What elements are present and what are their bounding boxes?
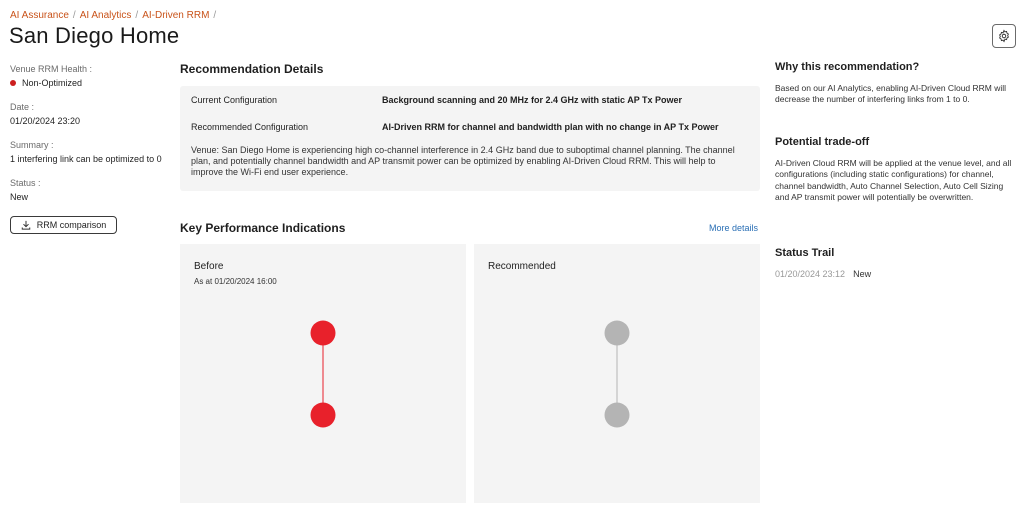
gear-icon [997, 29, 1011, 43]
recommended-graph [474, 244, 760, 503]
tradeoff-text: AI-Driven Cloud RRM will be applied at the venue level, and all configurations (including static configurations) for channel, channel bandwidth, Auto Channel Selection, Auto Cell Sizing and AP transmit power will potentially be overwritten. [775, 157, 1012, 202]
why-title: Why this recommendation? [775, 61, 920, 73]
tradeoff-section [775, 137, 1017, 204]
summary-panel [10, 64, 170, 234]
breadcrumb [10, 10, 216, 21]
kpi-recommended-panel [474, 244, 760, 503]
breadcrumb-ai-assurance[interactable]: AI Assurance [10, 10, 69, 21]
recommended-ap-node[interactable] [605, 403, 630, 428]
before-subtitle: As at 01/20/2024 16:00 [194, 277, 277, 286]
status-value: New [10, 192, 29, 202]
current-config-label: Current Configuration [191, 95, 278, 105]
before-title: Before [194, 261, 224, 272]
recommended-ap-node[interactable] [605, 321, 630, 346]
venue-description: Venue: San Diego Home is experiencing high co-channel interference in 2.4 GHz band due to suboptimal channel planning. The channel plan, and potentially channel bandwidth and AP transmit power can be optimized by enabling AI-Driven Cloud RRM. This will help to improve the Wi-Fi end user experience. [191, 145, 735, 177]
recommended-title: Recommended [488, 261, 556, 272]
health-label: Venue RRM Health : [10, 64, 93, 74]
status-trail-date: 01/20/2024 23:12 [775, 268, 846, 279]
breadcrumb-ai-analytics[interactable]: AI Analytics [79, 10, 132, 21]
kpi-before-panel [180, 244, 466, 503]
page-title: San Diego Home [9, 23, 180, 48]
download-icon [21, 220, 31, 230]
breadcrumb-separator: / [72, 10, 76, 21]
kpi-title: Key Performance Indications [180, 221, 346, 235]
status-trail-entry [775, 269, 1017, 281]
settings-button[interactable] [992, 24, 1016, 48]
recommendation-details-box [180, 86, 760, 191]
current-config-value: Background scanning and 20 MHz for 2.4 GHz with static AP Tx Power [382, 95, 683, 105]
breadcrumb-separator: / [213, 10, 217, 21]
breadcrumb-ai-driven-rrm[interactable]: AI-Driven RRM [142, 10, 210, 21]
rrm-comparison-label: RRM comparison [36, 220, 107, 230]
status-dot-icon [10, 80, 16, 86]
date-value: 01/20/2024 23:20 [10, 116, 81, 126]
why-text: Based on our AI Analytics, enabling AI-Driven Cloud RRM will decrease the number of interfering links from 1 to 0. [775, 82, 1007, 104]
before-ap-node[interactable] [311, 403, 336, 428]
status-trail-section [775, 248, 1017, 280]
status-trail-title: Status Trail [775, 247, 835, 259]
recommendation-title: Recommendation Details [180, 62, 324, 76]
status-label: Status : [10, 178, 41, 188]
summary-value: 1 interfering link can be optimized to 0 [10, 154, 162, 164]
tradeoff-title: Potential trade-off [775, 136, 870, 148]
date-label: Date : [10, 102, 35, 112]
status-trail-status: New [853, 268, 872, 279]
health-value: Non-Optimized [22, 78, 83, 88]
rrm-comparison-button[interactable] [10, 216, 117, 234]
more-details-link[interactable]: More details [709, 223, 759, 233]
why-section [775, 62, 1017, 106]
recommended-config-label: Recommended Configuration [191, 122, 309, 132]
before-ap-node[interactable] [311, 321, 336, 346]
recommended-config-value: AI-Driven RRM for channel and bandwidth plan with no change in AP Tx Power [382, 122, 719, 132]
breadcrumb-separator: / [135, 10, 139, 21]
summary-label: Summary : [10, 140, 54, 150]
